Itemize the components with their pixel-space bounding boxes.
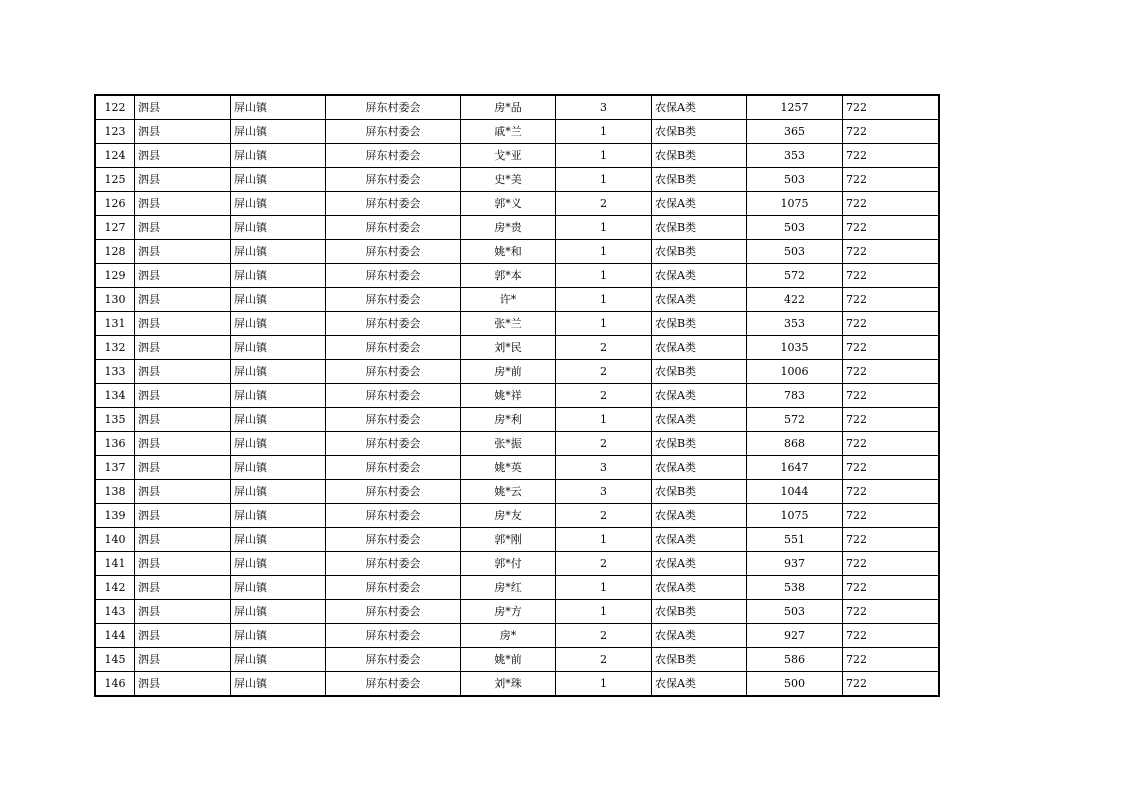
cell-town: 屏山镇 [231,240,326,264]
table-row [95,216,939,240]
cell-insurance-type: 农保A类 [652,528,747,552]
cell-standard: 722 [843,648,940,672]
cell-household-count: 1 [556,312,652,336]
table-row [95,192,939,216]
cell-serial-number: 132 [95,336,135,360]
cell-amount: 1035 [747,336,843,360]
cell-person-name: 郭*付 [461,552,556,576]
cell-serial-number: 138 [95,480,135,504]
cell-town: 屏山镇 [231,336,326,360]
cell-insurance-type: 农保B类 [652,168,747,192]
cell-household-count: 2 [556,360,652,384]
cell-amount: 586 [747,648,843,672]
cell-county: 泗县 [135,144,231,168]
cell-person-name: 房*方 [461,600,556,624]
cell-county: 泗县 [135,408,231,432]
cell-insurance-type: 农保A类 [652,192,747,216]
cell-county: 泗县 [135,216,231,240]
table-row [95,168,939,192]
cell-village-committee: 屏东村委会 [326,312,461,336]
cell-serial-number: 142 [95,576,135,600]
cell-amount: 503 [747,168,843,192]
table-row [95,95,939,120]
cell-amount: 937 [747,552,843,576]
cell-town: 屏山镇 [231,288,326,312]
cell-county: 泗县 [135,672,231,697]
cell-standard: 722 [843,576,940,600]
table-row [95,672,939,697]
cell-county: 泗县 [135,600,231,624]
cell-household-count: 3 [556,480,652,504]
cell-insurance-type: 农保A类 [652,384,747,408]
cell-village-committee: 屏东村委会 [326,95,461,120]
cell-town: 屏山镇 [231,168,326,192]
cell-household-count: 3 [556,95,652,120]
cell-serial-number: 130 [95,288,135,312]
cell-amount: 783 [747,384,843,408]
cell-insurance-type: 农保B类 [652,648,747,672]
cell-standard: 722 [843,240,940,264]
cell-village-committee: 屏东村委会 [326,624,461,648]
cell-amount: 1257 [747,95,843,120]
cell-household-count: 2 [556,648,652,672]
cell-standard: 722 [843,360,940,384]
cell-serial-number: 126 [95,192,135,216]
cell-county: 泗县 [135,480,231,504]
cell-person-name: 郭*刚 [461,528,556,552]
cell-household-count: 1 [556,408,652,432]
cell-household-count: 2 [556,384,652,408]
table-row [95,336,939,360]
cell-standard: 722 [843,672,940,697]
table-row [95,144,939,168]
cell-amount: 353 [747,144,843,168]
cell-person-name: 刘*民 [461,336,556,360]
cell-person-name: 张*振 [461,432,556,456]
cell-village-committee: 屏东村委会 [326,120,461,144]
cell-person-name: 戈*亚 [461,144,556,168]
cell-serial-number: 134 [95,384,135,408]
cell-insurance-type: 农保A类 [652,672,747,697]
cell-person-name: 郭*义 [461,192,556,216]
table-row [95,264,939,288]
cell-standard: 722 [843,288,940,312]
cell-person-name: 房*贵 [461,216,556,240]
cell-serial-number: 139 [95,504,135,528]
cell-serial-number: 140 [95,528,135,552]
cell-household-count: 1 [556,576,652,600]
cell-amount: 503 [747,600,843,624]
cell-amount: 868 [747,432,843,456]
cell-amount: 538 [747,576,843,600]
cell-person-name: 戚*兰 [461,120,556,144]
cell-village-committee: 屏东村委会 [326,456,461,480]
cell-serial-number: 133 [95,360,135,384]
cell-standard: 722 [843,312,940,336]
cell-county: 泗县 [135,552,231,576]
cell-county: 泗县 [135,384,231,408]
cell-village-committee: 屏东村委会 [326,576,461,600]
cell-household-count: 3 [556,456,652,480]
cell-standard: 722 [843,456,940,480]
cell-person-name: 房*红 [461,576,556,600]
cell-county: 泗县 [135,336,231,360]
cell-county: 泗县 [135,192,231,216]
cell-insurance-type: 农保A类 [652,624,747,648]
cell-household-count: 1 [556,288,652,312]
table-row [95,408,939,432]
cell-county: 泗县 [135,264,231,288]
cell-person-name: 房*友 [461,504,556,528]
table-row [95,120,939,144]
cell-person-name: 姚*英 [461,456,556,480]
cell-village-committee: 屏东村委会 [326,552,461,576]
cell-village-committee: 屏东村委会 [326,264,461,288]
cell-insurance-type: 农保A类 [652,288,747,312]
cell-person-name: 郭*本 [461,264,556,288]
cell-amount: 1075 [747,504,843,528]
cell-serial-number: 127 [95,216,135,240]
cell-town: 屏山镇 [231,456,326,480]
cell-town: 屏山镇 [231,528,326,552]
table-row [95,240,939,264]
cell-insurance-type: 农保A类 [652,504,747,528]
table-row [95,600,939,624]
cell-town: 屏山镇 [231,360,326,384]
cell-county: 泗县 [135,576,231,600]
cell-serial-number: 145 [95,648,135,672]
cell-standard: 722 [843,408,940,432]
table-row [95,312,939,336]
cell-village-committee: 屏东村委会 [326,288,461,312]
table-row [95,552,939,576]
cell-household-count: 1 [556,120,652,144]
cell-village-committee: 屏东村委会 [326,672,461,697]
cell-serial-number: 129 [95,264,135,288]
cell-serial-number: 144 [95,624,135,648]
cell-town: 屏山镇 [231,504,326,528]
cell-insurance-type: 农保B类 [652,144,747,168]
cell-standard: 722 [843,528,940,552]
cell-amount: 572 [747,408,843,432]
cell-household-count: 2 [556,552,652,576]
cell-standard: 722 [843,384,940,408]
cell-town: 屏山镇 [231,264,326,288]
cell-town: 屏山镇 [231,216,326,240]
cell-town: 屏山镇 [231,95,326,120]
cell-insurance-type: 农保A类 [652,264,747,288]
cell-village-committee: 屏东村委会 [326,480,461,504]
cell-household-count: 1 [556,144,652,168]
cell-village-committee: 屏东村委会 [326,528,461,552]
cell-standard: 722 [843,336,940,360]
cell-standard: 722 [843,144,940,168]
cell-village-committee: 屏东村委会 [326,600,461,624]
cell-household-count: 1 [556,672,652,697]
cell-serial-number: 137 [95,456,135,480]
cell-person-name: 张*兰 [461,312,556,336]
cell-amount: 353 [747,312,843,336]
cell-household-count: 2 [556,504,652,528]
cell-serial-number: 135 [95,408,135,432]
table-row [95,360,939,384]
cell-serial-number: 125 [95,168,135,192]
cell-town: 屏山镇 [231,576,326,600]
cell-person-name: 姚*前 [461,648,556,672]
cell-town: 屏山镇 [231,552,326,576]
cell-household-count: 1 [556,600,652,624]
cell-amount: 422 [747,288,843,312]
cell-county: 泗县 [135,360,231,384]
cell-village-committee: 屏东村委会 [326,192,461,216]
cell-serial-number: 141 [95,552,135,576]
cell-serial-number: 136 [95,432,135,456]
cell-town: 屏山镇 [231,624,326,648]
cell-insurance-type: 农保A类 [652,408,747,432]
cell-standard: 722 [843,552,940,576]
cell-standard: 722 [843,95,940,120]
cell-town: 屏山镇 [231,144,326,168]
cell-county: 泗县 [135,648,231,672]
cell-person-name: 刘*珠 [461,672,556,697]
cell-county: 泗县 [135,432,231,456]
cell-standard: 722 [843,480,940,504]
cell-village-committee: 屏东村委会 [326,408,461,432]
cell-person-name: 史*美 [461,168,556,192]
cell-insurance-type: 农保B类 [652,432,747,456]
cell-village-committee: 屏东村委会 [326,336,461,360]
cell-county: 泗县 [135,95,231,120]
cell-amount: 1044 [747,480,843,504]
cell-serial-number: 124 [95,144,135,168]
cell-county: 泗县 [135,240,231,264]
cell-village-committee: 屏东村委会 [326,504,461,528]
cell-insurance-type: 农保A类 [652,456,747,480]
cell-village-committee: 屏东村委会 [326,240,461,264]
table-row [95,504,939,528]
table-row [95,480,939,504]
cell-household-count: 1 [556,216,652,240]
cell-standard: 722 [843,624,940,648]
cell-insurance-type: 农保A类 [652,336,747,360]
cell-village-committee: 屏东村委会 [326,648,461,672]
cell-insurance-type: 农保A类 [652,576,747,600]
cell-insurance-type: 农保A类 [652,552,747,576]
cell-standard: 722 [843,432,940,456]
cell-person-name: 房*利 [461,408,556,432]
cell-person-name: 房* [461,624,556,648]
cell-serial-number: 122 [95,95,135,120]
cell-insurance-type: 农保B类 [652,480,747,504]
cell-town: 屏山镇 [231,384,326,408]
cell-household-count: 1 [556,528,652,552]
cell-person-name: 许* [461,288,556,312]
cell-village-committee: 屏东村委会 [326,216,461,240]
cell-person-name: 姚*云 [461,480,556,504]
cell-amount: 365 [747,120,843,144]
cell-insurance-type: 农保B类 [652,312,747,336]
cell-amount: 1647 [747,456,843,480]
cell-household-count: 2 [556,336,652,360]
cell-county: 泗县 [135,312,231,336]
cell-town: 屏山镇 [231,600,326,624]
cell-serial-number: 143 [95,600,135,624]
cell-household-count: 1 [556,168,652,192]
cell-county: 泗县 [135,528,231,552]
cell-person-name: 姚*祥 [461,384,556,408]
table-row [95,528,939,552]
cell-insurance-type: 农保A类 [652,95,747,120]
data-table [94,94,940,697]
table-row [95,648,939,672]
cell-person-name: 姚*和 [461,240,556,264]
cell-town: 屏山镇 [231,120,326,144]
cell-standard: 722 [843,264,940,288]
cell-amount: 551 [747,528,843,552]
table-row [95,384,939,408]
cell-standard: 722 [843,600,940,624]
cell-town: 屏山镇 [231,480,326,504]
cell-serial-number: 146 [95,672,135,697]
cell-village-committee: 屏东村委会 [326,168,461,192]
cell-amount: 1006 [747,360,843,384]
cell-amount: 572 [747,264,843,288]
table-row [95,288,939,312]
cell-household-count: 1 [556,240,652,264]
cell-insurance-type: 农保B类 [652,216,747,240]
cell-household-count: 2 [556,624,652,648]
cell-county: 泗县 [135,168,231,192]
cell-village-committee: 屏东村委会 [326,360,461,384]
cell-town: 屏山镇 [231,672,326,697]
cell-standard: 722 [843,504,940,528]
cell-household-count: 2 [556,432,652,456]
cell-town: 屏山镇 [231,192,326,216]
cell-village-committee: 屏东村委会 [326,432,461,456]
cell-village-committee: 屏东村委会 [326,144,461,168]
cell-county: 泗县 [135,288,231,312]
cell-standard: 722 [843,192,940,216]
cell-town: 屏山镇 [231,432,326,456]
cell-amount: 927 [747,624,843,648]
cell-household-count: 2 [556,192,652,216]
cell-serial-number: 128 [95,240,135,264]
table-row [95,432,939,456]
cell-amount: 1075 [747,192,843,216]
cell-person-name: 房*前 [461,360,556,384]
cell-county: 泗县 [135,456,231,480]
cell-serial-number: 123 [95,120,135,144]
cell-insurance-type: 农保B类 [652,600,747,624]
cell-county: 泗县 [135,120,231,144]
cell-town: 屏山镇 [231,312,326,336]
cell-county: 泗县 [135,624,231,648]
cell-insurance-type: 农保B类 [652,360,747,384]
table-row [95,576,939,600]
cell-standard: 722 [843,216,940,240]
cell-village-committee: 屏东村委会 [326,384,461,408]
cell-person-name: 房*品 [461,95,556,120]
cell-household-count: 1 [556,264,652,288]
cell-amount: 503 [747,216,843,240]
cell-standard: 722 [843,168,940,192]
cell-insurance-type: 农保B类 [652,240,747,264]
table-body [95,95,939,696]
table-row [95,624,939,648]
cell-town: 屏山镇 [231,648,326,672]
cell-insurance-type: 农保B类 [652,120,747,144]
cell-amount: 503 [747,240,843,264]
table-row [95,456,939,480]
cell-serial-number: 131 [95,312,135,336]
cell-amount: 500 [747,672,843,697]
cell-county: 泗县 [135,504,231,528]
cell-standard: 722 [843,120,940,144]
cell-town: 屏山镇 [231,408,326,432]
